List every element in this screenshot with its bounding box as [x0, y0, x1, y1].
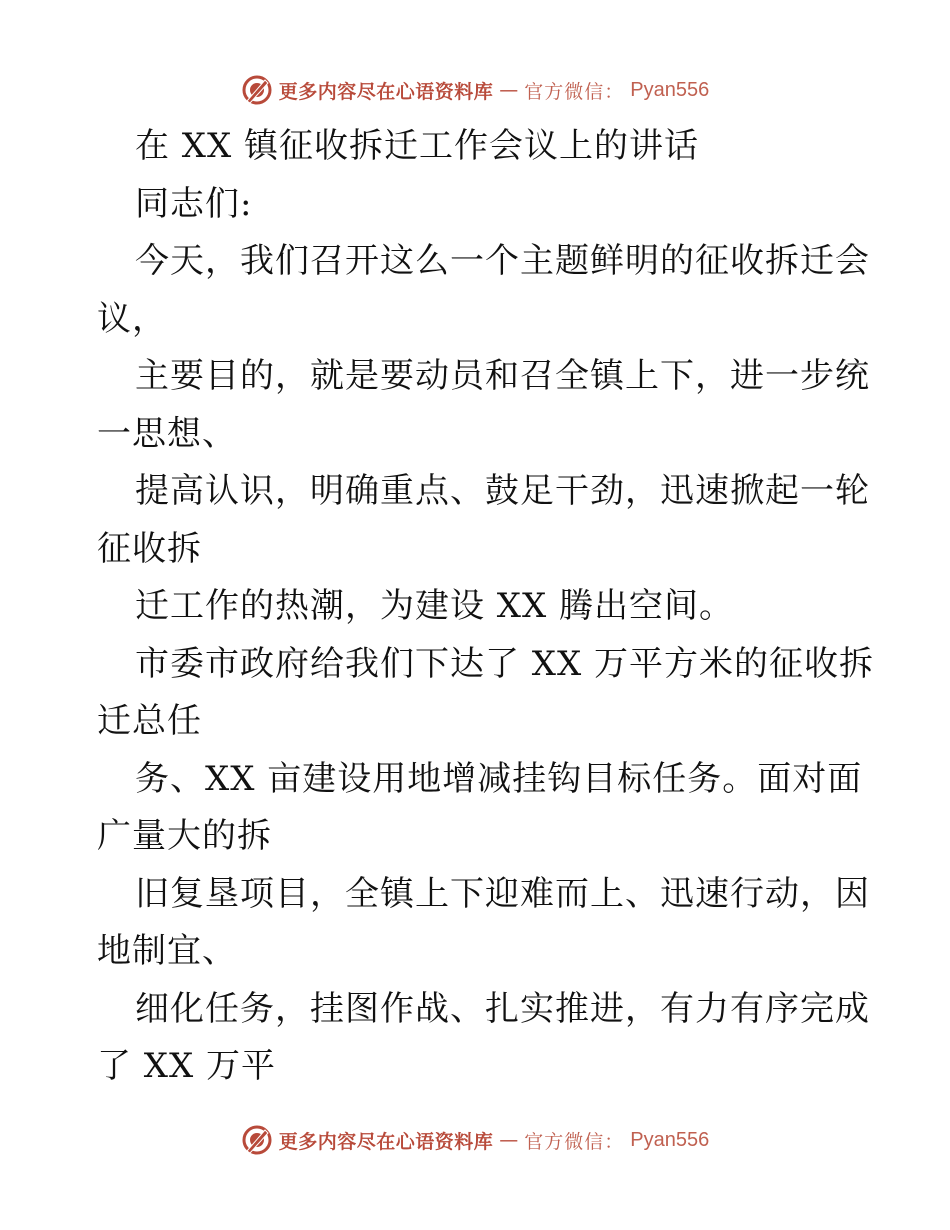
header-banner: [0, 70, 950, 110]
paragraph-line: 迁总任: [97, 701, 202, 741]
banner-official-label: 官方微信：: [524, 1130, 625, 1153]
paragraph-line: 主要目的，就是要动员和召全镇上下，进一步统: [135, 356, 870, 396]
banner-handle: Pyan556: [630, 1128, 710, 1151]
paragraph-line: 议，: [97, 298, 167, 339]
paragraph-line: 市委市政府给我们下达了 XX 万平方米的征收拆: [135, 643, 875, 684]
paragraph-line: 细化任务，挂图作战、扎实推进，有力有序完成: [135, 988, 870, 1029]
paragraph-line: 迁工作的热潮，为建设 XX 腾出空间。: [135, 586, 735, 626]
paragraph-line: 一思想、: [97, 413, 237, 454]
paragraph-line: 地制宜、: [97, 931, 237, 971]
paragraph-line: 广量大的拆: [97, 816, 272, 856]
quill-seal-icon: [241, 74, 273, 106]
salutation: 同志们:: [135, 183, 253, 224]
paragraph-line: 征收拆: [97, 528, 202, 569]
document-title: 在 XX 镇征收拆迁工作会议上的讲话: [135, 126, 700, 166]
banner-site-text: 更多内容尽在心语资料库: [278, 80, 494, 103]
document-body: [97, 118, 875, 1096]
banner-official-label: 官方微信：: [524, 80, 625, 103]
paragraph-line: 今天，我们召开这么一个主题鲜明的征收拆迁会: [135, 241, 870, 281]
paragraph-line: 旧复垦项目，全镇上下迎难而上、迅速行动，因: [135, 873, 870, 914]
footer-banner: [0, 1120, 950, 1160]
banner-site-text: 更多内容尽在心语资料库: [278, 1130, 494, 1153]
banner-separator: —: [499, 79, 519, 101]
paragraph-line: 提高认识，明确重点、鼓足干劲，迅速掀起一轮: [135, 471, 870, 511]
banner-handle: Pyan556: [630, 78, 710, 101]
banner-separator: —: [499, 1129, 519, 1151]
paragraph-line: 务、XX 亩建设用地增减挂钩目标任务。面对面: [135, 758, 863, 799]
paragraph-line: 了 XX 万平: [97, 1046, 277, 1086]
quill-seal-icon: [241, 1124, 273, 1156]
